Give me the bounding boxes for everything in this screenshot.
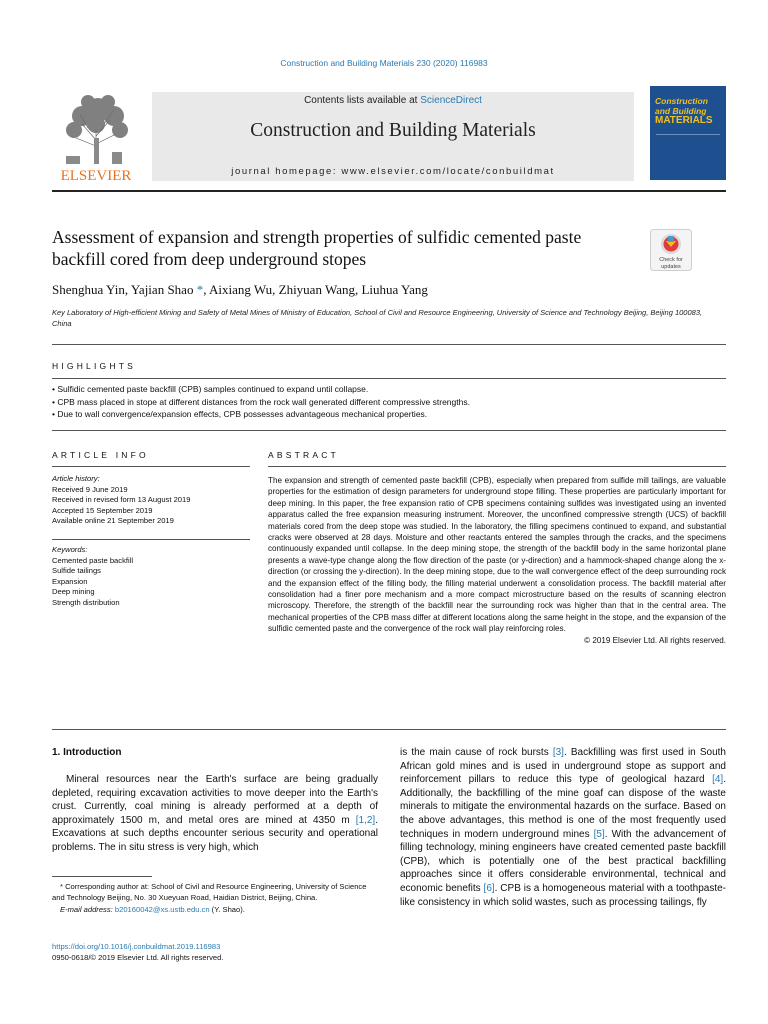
email-link[interactable]: b20160042@xs.ustb.edu.cn — [114, 905, 210, 914]
keywords-label: Keywords: — [52, 545, 88, 554]
highlights-heading: HIGHLIGHTS — [52, 361, 136, 371]
authors-rest: , Aixiang Wu, Zhiyuan Wang, Liuhua Yang — [203, 282, 428, 297]
contents-prefix: Contents lists available at — [304, 95, 421, 106]
intro-left-paragraph — [52, 773, 378, 855]
doi-link[interactable]: https://doi.org/10.1016/j.conbuildmat.2019.116983 — [52, 942, 221, 951]
history-received: Received 9 June 2019 — [52, 484, 128, 494]
journal-title: Construction and Building Materials — [250, 120, 536, 141]
abstract-copyright: © 2019 Elsevier Ltd. All rights reserved. — [584, 635, 726, 645]
cover-line-3: MATERIALS — [655, 115, 713, 126]
header-divider — [52, 190, 726, 192]
cover-line-2: and Building — [655, 106, 707, 116]
cover-title — [655, 96, 725, 126]
highlight-item: • Sulfidic cemented paste backfill (CPB) samples continued to expand until collapse. — [52, 384, 369, 394]
corresponding-author-note: * Corresponding author at: School of Civil and Resource Engineering, University of Science and Technology Beijing, No. 30 Xueyuan Road, Haidian District, Beijing, China. — [52, 882, 367, 902]
history-online: Available online 21 September 2019 — [52, 516, 174, 526]
history-label: Article history: — [52, 474, 100, 483]
reference-link[interactable]: [4] — [712, 774, 724, 786]
check-for-updates-badge[interactable] — [650, 229, 692, 271]
abstract-heading: ABSTRACT — [268, 450, 339, 460]
journal-homepage[interactable]: journal homepage: www.elsevier.com/locate/conbuildmat — [231, 166, 555, 177]
keyword: Deep mining — [52, 587, 95, 597]
sciencedirect-link[interactable]: ScienceDirect — [420, 95, 482, 106]
highlight-item: • CPB mass placed in stope at different distances from the rock wall generated different compressive strengths. — [52, 396, 470, 407]
crossmark-label: Check for updates — [659, 257, 683, 270]
email-suffix: (Y. Shao). — [209, 905, 245, 914]
author-list — [52, 282, 428, 298]
history-accepted: Accepted 15 September 2019 — [52, 505, 153, 515]
abstract-rule — [268, 466, 726, 467]
elsevier-tree-icon — [52, 90, 140, 186]
reference-link[interactable]: [1,2] — [355, 814, 376, 826]
history-revised: Received in revised form 13 August 2019 — [52, 495, 191, 505]
contents-line — [152, 95, 634, 106]
keyword: Sulfide tailings — [52, 566, 101, 576]
reference-link[interactable]: [5] — [593, 828, 605, 840]
elsevier-wordmark: ELSEVIER — [60, 168, 132, 184]
journal-cover — [650, 86, 726, 180]
email-label: E-mail address: — [60, 905, 115, 914]
highlights-bottom-rule — [52, 430, 726, 431]
elsevier-logo — [52, 90, 140, 186]
introduction-heading: 1. Introduction — [52, 747, 122, 758]
keyword: Cemented paste backfill — [52, 555, 134, 565]
intro-text: Mineral resources near the Earth's surface are being gradually depleted, requiring excavation activities to move deeper into the Earth's crust. Currently, coal mining is already performed at a depth of approximately 1500 m, and metal ores are mined at 4350 m — [52, 774, 378, 826]
journal-citation[interactable]: Construction and Building Materials 230 (2020) 116983 — [280, 58, 488, 68]
abstract-text: The expansion and strength of cemented paste backfill (CPB), especially when prepared from sulfide mill tailings, are valuable properties for the estimation of design parameters for underground stope filling. These properties are particularly important for deep mining. In this paper, the free expansion ratio of CPB specimens containing sulfides was investigated using an invented apparatus called the free expansion measuring instrument. Moreover, the unconfined compressive strength (UCS) of backfill materials cored from the deep stope was studied. In the laboratory, the filling specimens continued to expand, and substantial cracks were observed at 28 days. Moisture and other reactants entered the samples through the cracks, and the specimens continuously expanded until collapse. In the deep mining stope, the strength of the backfill body in the same horizontal plane presents a wave-type change along the flow direction of the paste (or y-direction) and a hammock-shaped change along the x-direction (or crossing the y-direction). In the deep mining stope, due to the wall convergence effect of the deep surrounding rock and the expansion effect of the filling body, the filling material underwent a consolidation process. The backfill material after consolidation had a finer pore mechanism and a more compact microstructure based on the results of scanning electron microscopy. Therefore, the strength of the backfill near the surrounding rock was higher than that in the central area. The mechanical properties of the CPB mass differ at different locations along the same height in the stope, and the expansion of the sulfidic cemented paste and the convergence of the rock wall play reinforcing roles. — [268, 476, 726, 634]
article-info-rule — [52, 466, 250, 467]
corresponding-author-mark[interactable]: * — [193, 282, 204, 297]
keywords — [52, 545, 252, 609]
issn-line: 0950-0618/© 2019 Elsevier Ltd. All rights reserved. — [52, 952, 224, 962]
intro-right-paragraph: is the main cause of rock bursts [3]. Backfilling was first used in South African gold mines and is used in underground stope as support and reinforcement pillars to reduce this type of geological hazard [4]. Additionally, the backfilling of the mine goaf can dispose of the waste minerals to mitigate the environmental hazards on the surface. Based on the above advantages, this method is one of the most frequently used techniques in modern underground mines [5]. With the advancement of filling technology, mining engineers have created cemented paste backfill (CPB), which is potentially one of the best practical backfilling approaches since it offers considerable environmental, technical and economic benefits [6]. CPB is a homogeneous material with a toothpaste-like consistency in which solid wastes, such as processing tailings, fly — [400, 747, 727, 908]
highlight-item: • Due to wall convergence/expansion effects, CPB possesses advantageous mechanical properties. — [52, 409, 428, 419]
highlights-list — [52, 383, 726, 421]
keyword: Strength distribution — [52, 597, 120, 607]
affiliation: Key Laboratory of High-efficient Mining and Safety of Metal Mines of Ministry of Education, School of Civil and Resource Engineering, University of Science and Technology Beijing, Beijing 100083, China — [52, 308, 703, 328]
intro-text: . Excavations at such depths encounter serious security and operational problems. The in situ stress is very high, which — [52, 814, 378, 853]
abstract-bottom-rule — [52, 729, 726, 730]
doi-block — [52, 942, 378, 963]
reference-link[interactable]: [3] — [552, 747, 564, 758]
authors-first: Shenghua Yin, Yajian Shao — [52, 282, 194, 297]
cover-decoration — [656, 134, 720, 175]
article-history — [52, 474, 252, 527]
article-title: Assessment of expansion and strength properties of sulfidic cemented paste backfill cored from deep underground stopes — [52, 227, 582, 269]
footnote-rule — [52, 876, 152, 877]
cover-line-1: Construction — [655, 96, 708, 106]
article-info-heading: ARTICLE INFO — [52, 450, 149, 460]
abstract-body — [268, 475, 726, 646]
email-line — [52, 905, 378, 916]
reference-link[interactable]: [6] — [483, 882, 495, 894]
affiliation-divider — [52, 344, 726, 345]
footnote — [52, 882, 378, 916]
highlights-top-rule — [52, 378, 726, 379]
keyword: Expansion — [52, 576, 88, 586]
keywords-rule — [52, 539, 250, 540]
